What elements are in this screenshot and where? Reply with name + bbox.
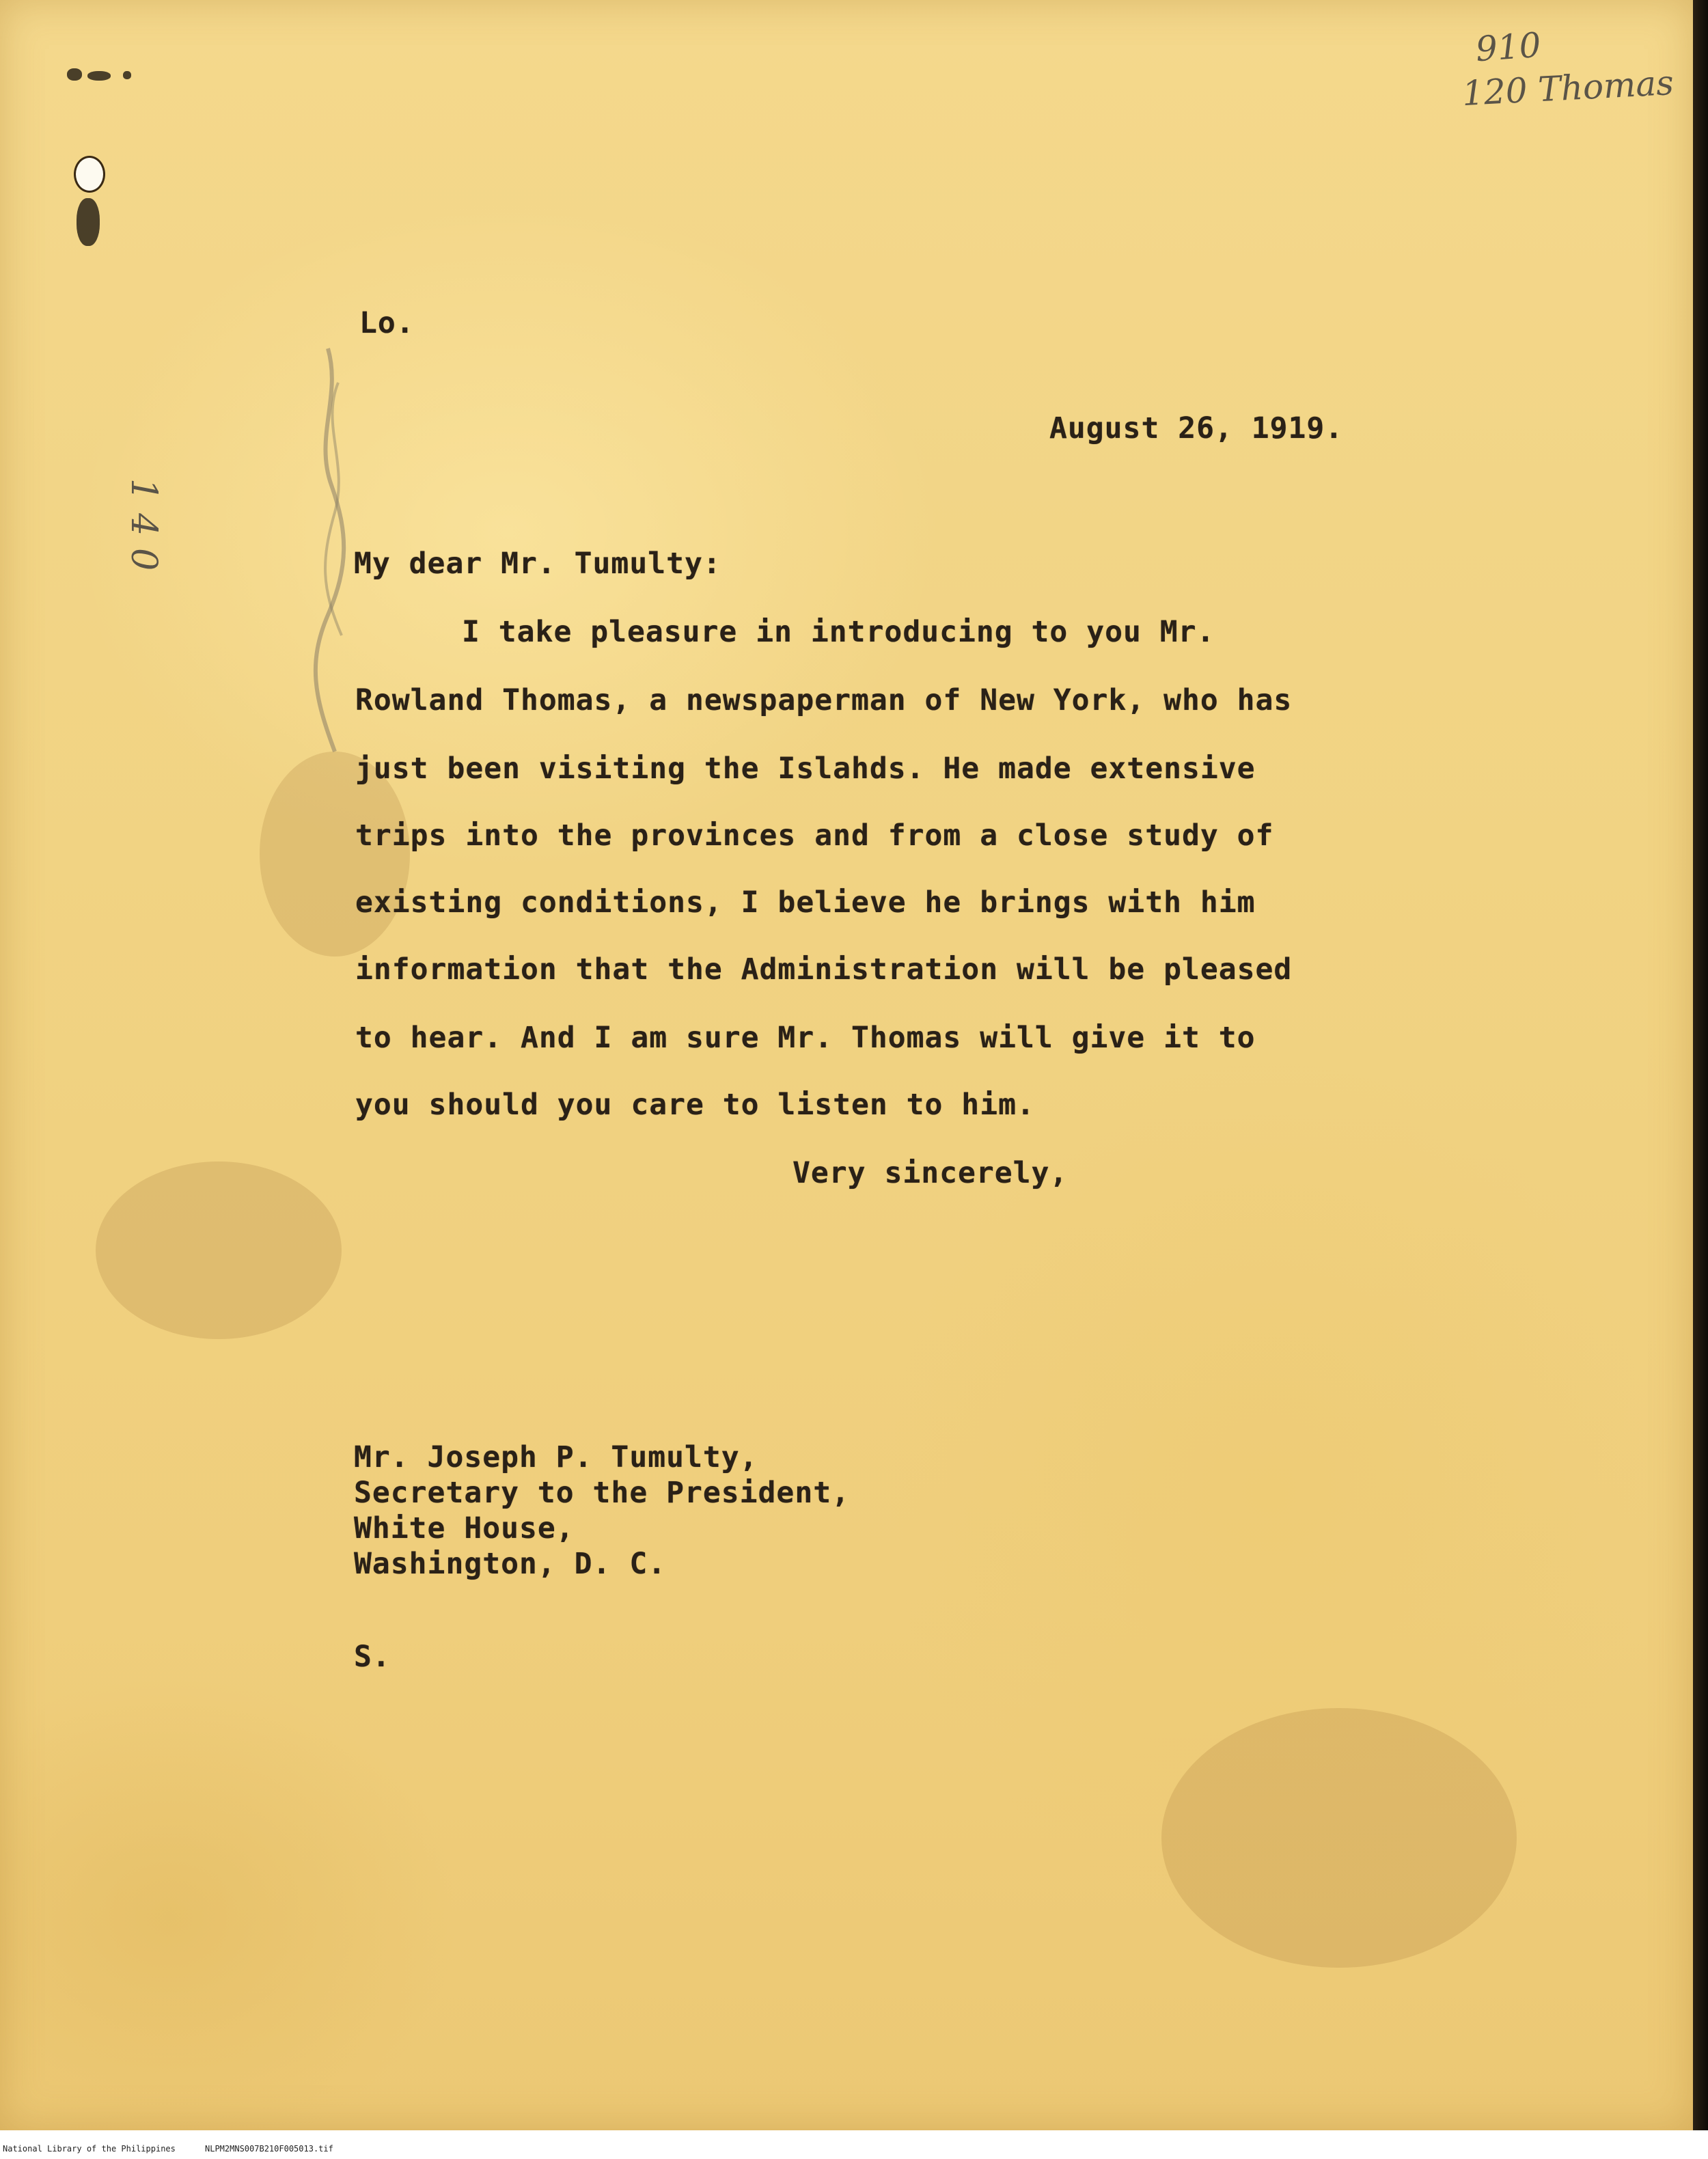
body-line: I take pleasure in introducing to you Mr.	[462, 615, 1215, 649]
body-line: you should you care to listen to him.	[355, 1088, 1035, 1122]
institution-caption: National Library of the Philippines	[3, 2144, 176, 2154]
signature-initial: S.	[354, 1640, 391, 1674]
punch-mark	[77, 198, 100, 246]
body-line: just been visiting the Islahds. He made extensive	[355, 752, 1256, 786]
addressee-line: Secretary to the President,	[354, 1476, 850, 1510]
punch-mark	[67, 68, 82, 81]
addressee-line: White House,	[354, 1511, 575, 1545]
addressee-line: Washington, D. C.	[354, 1547, 667, 1581]
addressee-line: Mr. Joseph P. Tumulty,	[354, 1440, 758, 1474]
scan-edge	[1693, 0, 1708, 2130]
archive-number: 910	[1474, 25, 1543, 70]
punch-mark	[123, 71, 131, 79]
reference-initial: Lo.	[359, 306, 415, 340]
body-line: to hear. And I am sure Mr. Thomas will give it to	[355, 1021, 1256, 1055]
margin-scribble-icon	[301, 342, 362, 765]
body-line: trips into the provinces and from a close study of	[355, 819, 1274, 853]
margin-number: 140	[123, 478, 164, 583]
stain	[96, 1161, 342, 1339]
file-id-caption: NLPM2MNS007B210F005013.tif	[205, 2144, 333, 2154]
salutation: My dear Mr. Tumulty:	[354, 547, 721, 581]
body-line: existing conditions, I believe he brings with him	[355, 885, 1256, 920]
punch-mark	[87, 71, 111, 81]
closing: Very sincerely,	[793, 1156, 1069, 1190]
body-line: Rowland Thomas, a newspaperman of New York, who has	[355, 683, 1293, 717]
letter-date: August 26, 1919.	[1049, 411, 1344, 445]
stain	[1161, 1708, 1517, 1968]
punch-hole	[74, 156, 105, 193]
body-line: information that the Administration will be pleased	[355, 952, 1293, 987]
archive-note: 120 Thomas	[1461, 62, 1675, 114]
